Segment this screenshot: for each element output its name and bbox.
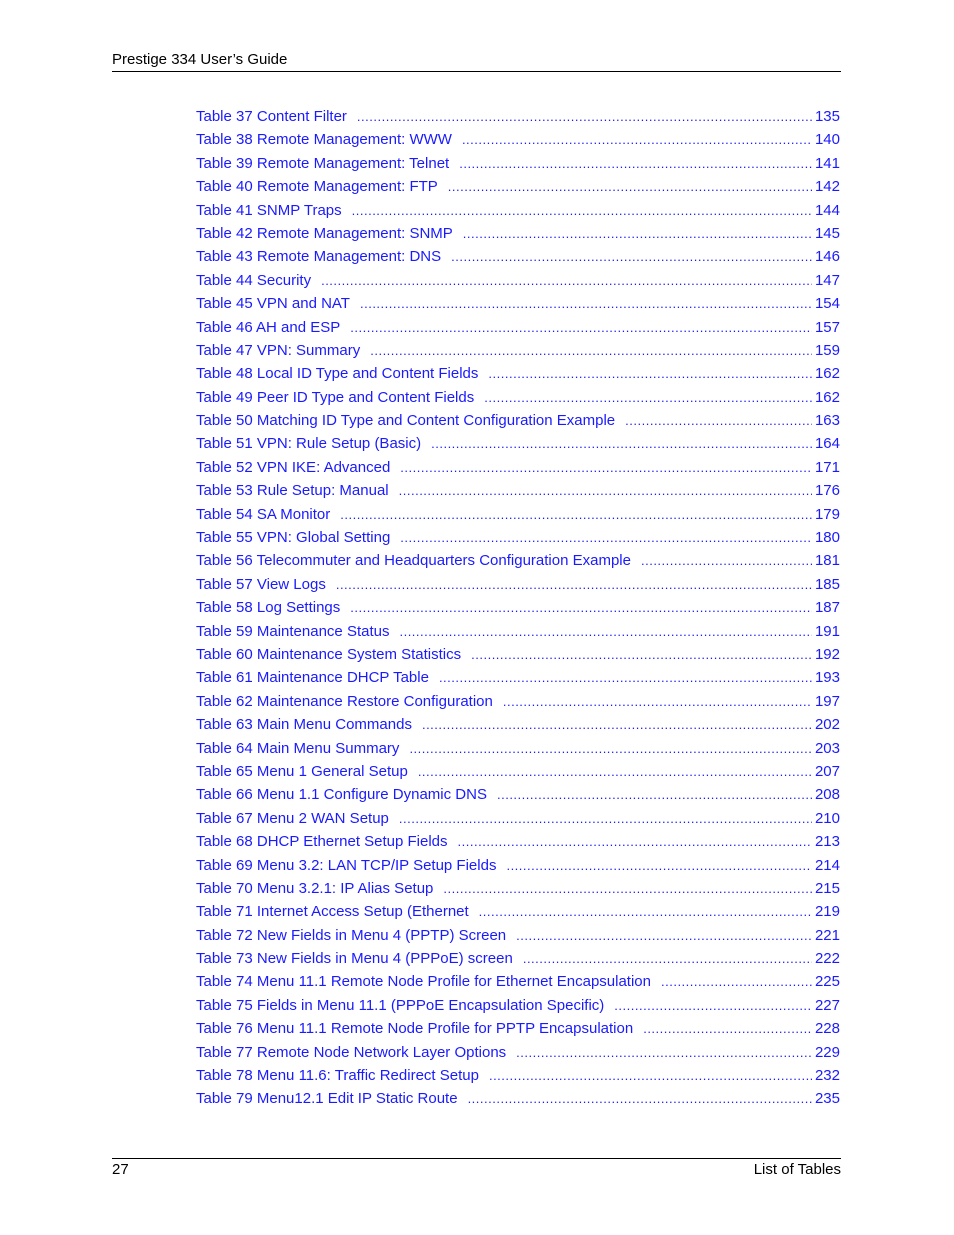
toc-entry-link[interactable] — [196, 362, 840, 385]
dot-leader — [459, 152, 812, 175]
toc-entry-title: Table 50 Matching ID Type and Content Configuration Example — [196, 412, 616, 430]
toc-entry-page: 197 — [814, 692, 840, 710]
toc-entry-title: Table 52 VPN IKE: Advanced — [196, 458, 391, 476]
toc-entry-title: Table 62 Maintenance Restore Configuration — [196, 692, 493, 710]
dot-leader — [484, 386, 812, 409]
toc-entry-page: 229 — [814, 1043, 840, 1061]
toc-entry-page: 146 — [814, 248, 840, 266]
toc-entry-title: Table 46 AH and ESP — [196, 318, 341, 336]
toc-entry-title: Table 40 Remote Management: FTP — [196, 178, 438, 196]
toc-entry-link[interactable] — [196, 549, 840, 572]
dot-leader — [431, 432, 812, 455]
list-of-tables — [196, 105, 840, 1111]
dot-leader — [400, 526, 812, 549]
toc-entry-link[interactable] — [196, 105, 840, 128]
dot-leader — [614, 994, 812, 1017]
toc-entry-link[interactable] — [196, 479, 840, 502]
toc-entry-page: 180 — [814, 529, 840, 547]
dot-leader — [350, 596, 812, 619]
toc-entry-title: Table 79 Menu12.1 Edit IP Static Route — [196, 1090, 458, 1108]
toc-entry-link[interactable] — [196, 199, 840, 222]
toc-entry-title: Table 72 New Fields in Menu 4 (PPTP) Screen — [196, 926, 507, 944]
toc-entry-title: Table 73 New Fields in Menu 4 (PPPoE) screen — [196, 950, 513, 968]
toc-entry-link[interactable] — [196, 245, 840, 268]
dot-leader — [643, 1017, 812, 1040]
toc-entry-title: Table 71 Internet Access Setup (Ethernet — [196, 903, 469, 921]
toc-entry-page: 171 — [814, 458, 840, 476]
toc-entry-page: 210 — [814, 809, 840, 827]
toc-entry-title: Table 42 Remote Management: SNMP — [196, 224, 453, 242]
toc-entry-link[interactable] — [196, 269, 840, 292]
toc-entry-title: Table 45 VPN and NAT — [196, 295, 350, 313]
page-footer — [112, 1158, 841, 1178]
toc-entry-link[interactable] — [196, 1041, 840, 1064]
dot-leader — [506, 854, 812, 877]
toc-entry-page: 208 — [814, 786, 840, 804]
toc-entry-page: 135 — [814, 108, 840, 125]
toc-entry-link[interactable] — [196, 947, 840, 970]
dot-leader — [641, 549, 812, 572]
toc-entry-link[interactable] — [196, 128, 840, 151]
dot-leader — [399, 807, 812, 830]
toc-entry-page: 147 — [814, 271, 840, 289]
toc-entry-page: 193 — [814, 669, 840, 687]
toc-entry-link[interactable] — [196, 526, 840, 549]
dot-leader — [488, 362, 812, 385]
toc-entry-title: Table 53 Rule Setup: Manual — [196, 482, 389, 500]
toc-entry-title: Table 68 DHCP Ethernet Setup Fields — [196, 833, 448, 851]
toc-entry-page: 142 — [814, 178, 840, 196]
toc-entry-link[interactable] — [196, 1087, 840, 1110]
dot-leader — [516, 1041, 812, 1064]
toc-entry-title: Table 59 Maintenance Status — [196, 622, 390, 640]
toc-entry-page: 192 — [814, 645, 840, 663]
toc-entry-title: Table 63 Main Menu Commands — [196, 716, 412, 734]
toc-entry-title: Table 78 Menu 11.6: Traffic Redirect Setup — [196, 1067, 479, 1085]
dot-leader — [439, 666, 812, 689]
dot-leader — [471, 643, 812, 666]
dot-leader — [462, 128, 812, 151]
toc-entry-page: 191 — [814, 622, 840, 640]
dot-leader — [370, 339, 812, 362]
dot-leader — [400, 456, 812, 479]
toc-entry-link[interactable] — [196, 1064, 840, 1087]
dot-leader — [451, 245, 812, 268]
toc-entry-page: 154 — [814, 295, 840, 313]
toc-entry-link[interactable] — [196, 573, 840, 596]
toc-entry-link[interactable] — [196, 292, 840, 315]
toc-entry-page: 140 — [814, 131, 840, 149]
toc-entry-link[interactable] — [196, 339, 840, 362]
toc-entry-title: Table 77 Remote Node Network Layer Options — [196, 1043, 507, 1061]
toc-entry-page: 157 — [814, 318, 840, 336]
toc-entry-link[interactable] — [196, 386, 840, 409]
toc-entry-title: Table 44 Security — [196, 271, 312, 289]
toc-entry-title: Table 57 View Logs — [196, 575, 326, 593]
toc-entry-link[interactable] — [196, 643, 840, 666]
toc-entry-link[interactable] — [196, 970, 840, 993]
toc-entry-page: 162 — [814, 388, 840, 406]
toc-entry-page: 145 — [814, 224, 840, 242]
toc-entry-link[interactable] — [196, 713, 840, 736]
dot-leader — [516, 924, 812, 947]
dot-leader — [352, 199, 812, 222]
toc-entry-title: Table 58 Log Settings — [196, 599, 341, 617]
toc-entry-page: 185 — [814, 575, 840, 593]
toc-entry-link[interactable] — [196, 432, 840, 455]
toc-entry-title: Table 70 Menu 3.2.1: IP Alias Setup — [196, 879, 434, 897]
toc-entry-title: Table 48 Local ID Type and Content Fields — [196, 365, 479, 383]
dot-leader — [350, 316, 812, 339]
toc-entry-title: Table 39 Remote Management: Telnet — [196, 154, 450, 172]
toc-entry-page: 235 — [814, 1090, 840, 1108]
dot-leader — [458, 830, 812, 853]
toc-entry-link[interactable] — [196, 620, 840, 643]
dot-leader — [357, 105, 812, 128]
toc-entry-link[interactable] — [196, 316, 840, 339]
toc-entry-page: 214 — [814, 856, 840, 874]
toc-entry-title: Table 38 Remote Management: WWW — [196, 131, 452, 149]
toc-entry-title: Table 61 Maintenance DHCP Table — [196, 669, 429, 687]
toc-entry-link[interactable] — [196, 456, 840, 479]
page-header — [112, 51, 841, 72]
toc-entry-title: Table 51 VPN: Rule Setup (Basic) — [196, 435, 422, 453]
toc-entry-link[interactable] — [196, 175, 840, 198]
dot-leader — [336, 573, 812, 596]
dot-leader — [468, 1087, 812, 1110]
toc-entry-page: 164 — [814, 435, 840, 453]
toc-entry-title: Table 55 VPN: Global Setting — [196, 529, 391, 547]
toc-entry-link[interactable] — [196, 409, 840, 432]
dot-leader — [399, 620, 812, 643]
dot-leader — [399, 479, 812, 502]
toc-entry-title: Table 47 VPN: Summary — [196, 341, 361, 359]
toc-entry-link[interactable] — [196, 830, 840, 853]
dot-leader — [489, 1064, 812, 1087]
toc-entry-link[interactable] — [196, 222, 840, 245]
dot-leader — [661, 970, 812, 993]
dot-leader — [448, 175, 812, 198]
page-number: 27 — [112, 1161, 129, 1178]
dot-leader — [340, 503, 812, 526]
toc-entry-link[interactable] — [196, 783, 840, 806]
toc-entry-link[interactable] — [196, 737, 840, 760]
toc-entry-page: 225 — [814, 973, 840, 991]
toc-entry-title: Table 54 SA Monitor — [196, 505, 331, 523]
dot-leader — [625, 409, 812, 432]
toc-entry-page: 213 — [814, 833, 840, 851]
toc-entry-title: Table 64 Main Menu Summary — [196, 739, 400, 757]
toc-entry-title: Table 69 Menu 3.2: LAN TCP/IP Setup Fields — [196, 856, 497, 874]
toc-entry-title: Table 37 Content Filter — [196, 108, 347, 125]
toc-entry-page: 141 — [814, 154, 840, 172]
toc-entry-link[interactable] — [196, 807, 840, 830]
dot-leader — [443, 877, 812, 900]
toc-entry-page: 144 — [814, 201, 840, 219]
toc-entry-page: 162 — [814, 365, 840, 383]
toc-entry-page: 176 — [814, 482, 840, 500]
toc-entry-link[interactable] — [196, 877, 840, 900]
toc-entry-page: 181 — [814, 552, 840, 570]
toc-entry-page: 202 — [814, 716, 840, 734]
toc-entry-title: Table 60 Maintenance System Statistics — [196, 645, 462, 663]
dot-leader — [409, 737, 812, 760]
toc-entry-link[interactable] — [196, 900, 840, 923]
toc-entry-link[interactable] — [196, 1017, 840, 1040]
toc-entry-title: Table 67 Menu 2 WAN Setup — [196, 809, 389, 827]
toc-entry-page: 159 — [814, 341, 840, 359]
dot-leader — [523, 947, 812, 970]
dot-leader — [418, 760, 812, 783]
toc-entry-page: 203 — [814, 739, 840, 757]
toc-entry-title: Table 74 Menu 11.1 Remote Node Profile for Ethernet Encapsulation — [196, 973, 651, 991]
toc-entry-link[interactable] — [196, 666, 840, 689]
section-name: List of Tables — [753, 1161, 841, 1178]
toc-entry-title: Table 66 Menu 1.1 Configure Dynamic DNS — [196, 786, 487, 804]
toc-entry-page: 228 — [814, 1020, 840, 1038]
toc-entry-page: 179 — [814, 505, 840, 523]
dot-leader — [360, 292, 812, 315]
toc-entry-page: 219 — [814, 903, 840, 921]
dot-leader — [503, 690, 812, 713]
toc-entry-link[interactable] — [196, 760, 840, 783]
toc-entry-title: Table 76 Menu 11.1 Remote Node Profile for PPTP Encapsulation — [196, 1020, 634, 1038]
toc-entry-page: 187 — [814, 599, 840, 617]
dot-leader — [497, 783, 812, 806]
toc-entry-title: Table 49 Peer ID Type and Content Fields — [196, 388, 475, 406]
toc-entry-page: 207 — [814, 762, 840, 780]
dot-leader — [479, 900, 812, 923]
toc-entry-link[interactable] — [196, 503, 840, 526]
toc-entry-link[interactable] — [196, 854, 840, 877]
toc-entry-title: Table 75 Fields in Menu 11.1 (PPPoE Encapsulation Specific) — [196, 996, 605, 1014]
toc-entry-title: Table 41 SNMP Traps — [196, 201, 342, 219]
toc-entry-page: 163 — [814, 412, 840, 430]
toc-entry-page: 221 — [814, 926, 840, 944]
dot-leader — [463, 222, 812, 245]
toc-entry-link[interactable] — [196, 994, 840, 1017]
toc-entry-link[interactable] — [196, 690, 840, 713]
toc-entry-link[interactable] — [196, 152, 840, 175]
document-title: Prestige 334 User’s Guide — [112, 51, 288, 68]
toc-entry-title: Table 56 Telecommuter and Headquarters Configuration Example — [196, 552, 631, 570]
toc-entry-page: 227 — [814, 996, 840, 1014]
toc-entry-page: 215 — [814, 879, 840, 897]
toc-entry-link[interactable] — [196, 596, 840, 619]
dot-leader — [422, 713, 812, 736]
toc-entry-title: Table 65 Menu 1 General Setup — [196, 762, 408, 780]
dot-leader — [321, 269, 812, 292]
toc-entry-title: Table 43 Remote Management: DNS — [196, 248, 442, 266]
toc-entry-page: 232 — [814, 1067, 840, 1085]
toc-entry-link[interactable] — [196, 924, 840, 947]
toc-entry-page: 222 — [814, 950, 840, 968]
